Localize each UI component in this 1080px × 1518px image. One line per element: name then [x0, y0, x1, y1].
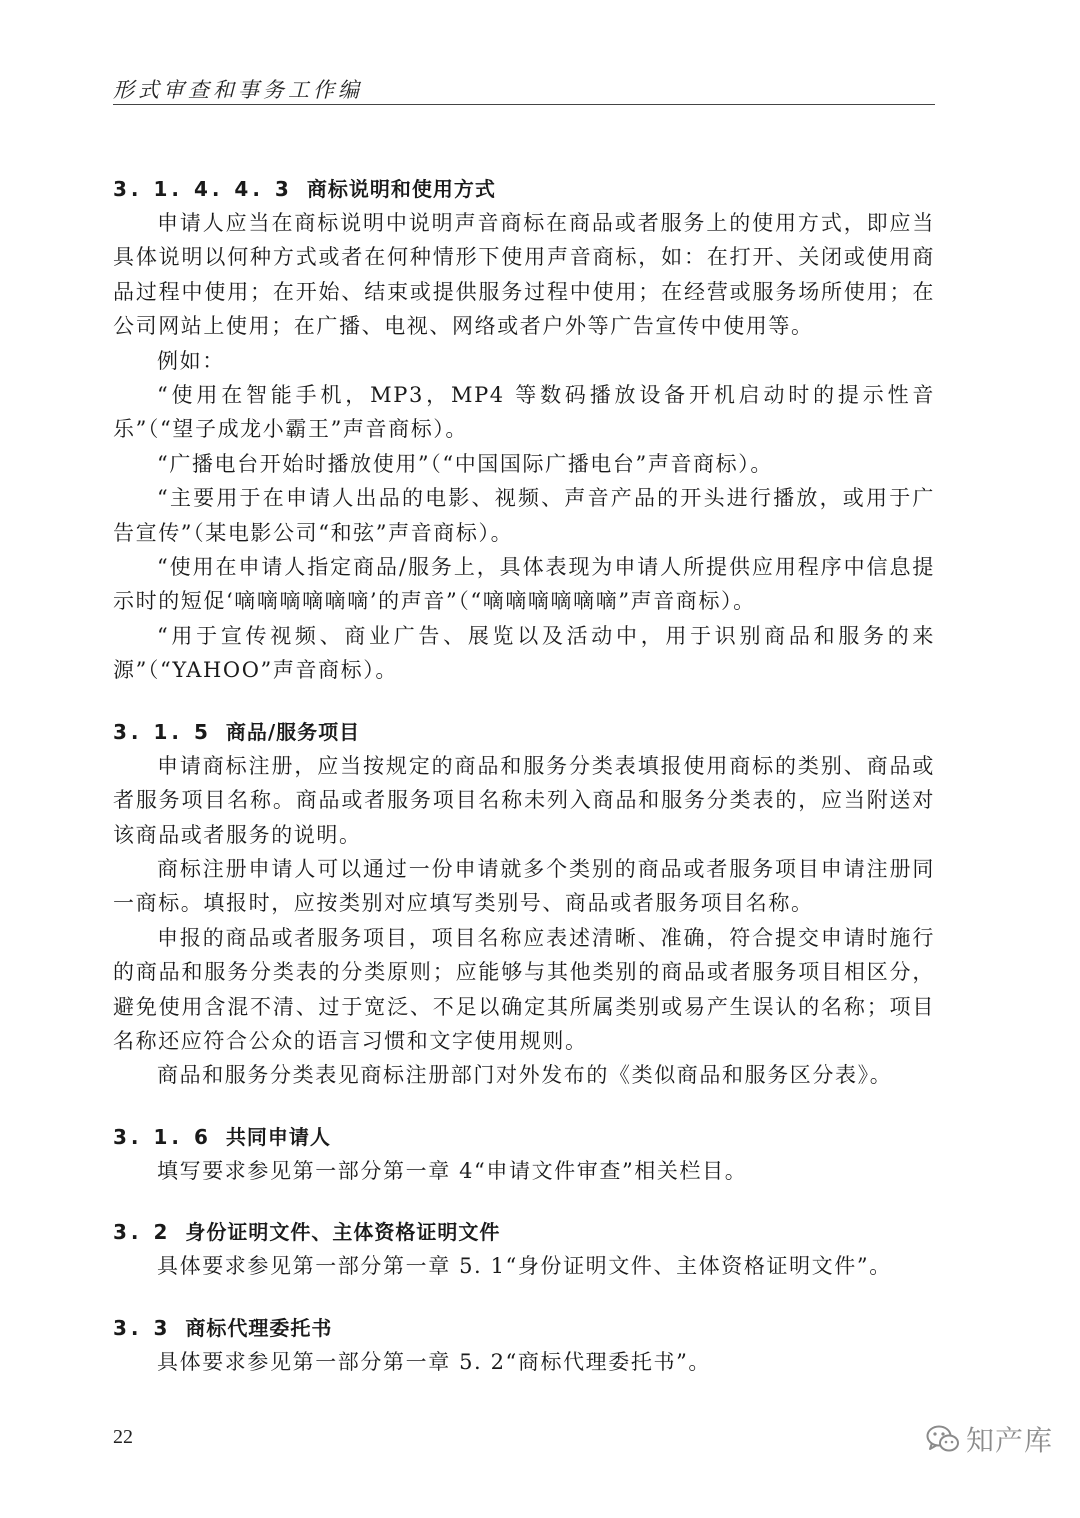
- paragraph: “使用在智能手机，MP3，MP4 等数码播放设备开机启动时的提示性音乐”（“望子成龙小霸王”声音商标）。: [113, 383, 935, 442]
- paragraph: “使用在申请人指定商品/服务上，具体表现为申请人所提供应用程序中信息提示时的短促‘嘀嘀嘀嘀嘀嘀’的声音”（“嘀嘀嘀嘀嘀嘀”声音商标）。: [113, 555, 935, 614]
- section-heading: [113, 1311, 935, 1345]
- header-rule: [113, 104, 935, 105]
- section-gap: [113, 1284, 935, 1311]
- watermark-text: 知产库: [966, 1424, 1054, 1457]
- paragraph: “用于宣传视频、商业广告、展览以及活动中，用于识别商品和服务的来源”（“YAHOO”声音商标）。: [113, 623, 935, 683]
- section-heading: [113, 715, 935, 749]
- page-number: 22: [113, 1426, 133, 1448]
- paragraph: 具体要求参见第一部分第一章 5. 2“商标代理委托书”。: [157, 1349, 712, 1374]
- section-number: 3. 3: [113, 1315, 172, 1340]
- page-content: [113, 172, 935, 1379]
- paragraph: “主要用于在申请人出品的电影、视频、声音产品的开头进行播放，或用于广告宣传”（某电影公司“和弦”声音商标）。: [113, 486, 935, 545]
- section-number: 3. 2: [113, 1220, 172, 1245]
- watermark: [926, 1421, 1053, 1457]
- paragraph: 商品和服务分类表见商标注册部门对外发布的《类似商品和服务区分表》。: [157, 1063, 893, 1088]
- paragraph: “广播电台开始时播放使用”（“中国国际广播电台”声音商标）。: [157, 451, 773, 476]
- paragraph: 申请人应当在商标说明中说明声音商标在商品或者服务上的使用方式，即应当具体说明以何种方式或者在何种情形下使用声音商标，如：在打开、关闭或使用商品过程中使用；在开始、结束或提供服务过程中使用；在经营或服务场所使用；在公司网站上使用；在广播、电视、网络或者户外等广告宣传中使用等。: [113, 211, 935, 339]
- section-heading: [113, 1120, 935, 1154]
- paragraph: 填写要求参见第一部分第一章 4“申请文件审查”相关栏目。: [157, 1158, 748, 1183]
- wechat-icon: [926, 1424, 960, 1454]
- paragraph: 商标注册申请人可以通过一份申请就多个类别的商品或者服务项目申请注册同一商标。填报时，应按类别对应填写类别号、商品或者服务项目名称。: [113, 856, 935, 916]
- section-title: 共同申请人: [225, 1124, 331, 1149]
- section-title: 身份证明文件、主体资格证明文件: [185, 1220, 501, 1245]
- paragraph: 例如：: [157, 348, 225, 373]
- section-number: 3. 1. 5: [113, 719, 212, 744]
- section-gap: [113, 688, 935, 715]
- section-number: 3. 1. 6: [113, 1124, 212, 1149]
- section-heading: [113, 172, 935, 206]
- section-title: 商标代理委托书: [185, 1315, 333, 1340]
- running-header: 形式审查和事务工作编: [113, 78, 363, 102]
- section-title: 商品/服务项目: [225, 719, 361, 744]
- section-title: 商标说明和使用方式: [306, 177, 496, 201]
- paragraph: 具体要求参见第一部分第一章 5. 1“身份证明文件、主体资格证明文件”。: [157, 1254, 892, 1279]
- section-number: 3. 1. 4. 4. 3: [113, 177, 293, 201]
- paragraph: 申请商标注册，应当按规定的商品和服务分类表填报使用商标的类别、商品或者服务项目名称。商品或者服务项目名称未列入商品和服务分类表的，应当附送对该商品或者服务的说明。: [113, 753, 935, 847]
- section-gap: [113, 1093, 935, 1120]
- section-gap: [113, 1188, 935, 1215]
- section-heading: [113, 1215, 935, 1249]
- paragraph: 申报的商品或者服务项目，项目名称应表述清晰、准确，符合提交申请时施行的商品和服务分类表的分类原则；应能够与其他类别的商品或者服务项目相区分，避免使用含混不清、过于宽泛、不足以确定其所属类别或易产生误认的名称；项目名称还应符合公众的语言习惯和文字使用规则。: [113, 925, 935, 1053]
